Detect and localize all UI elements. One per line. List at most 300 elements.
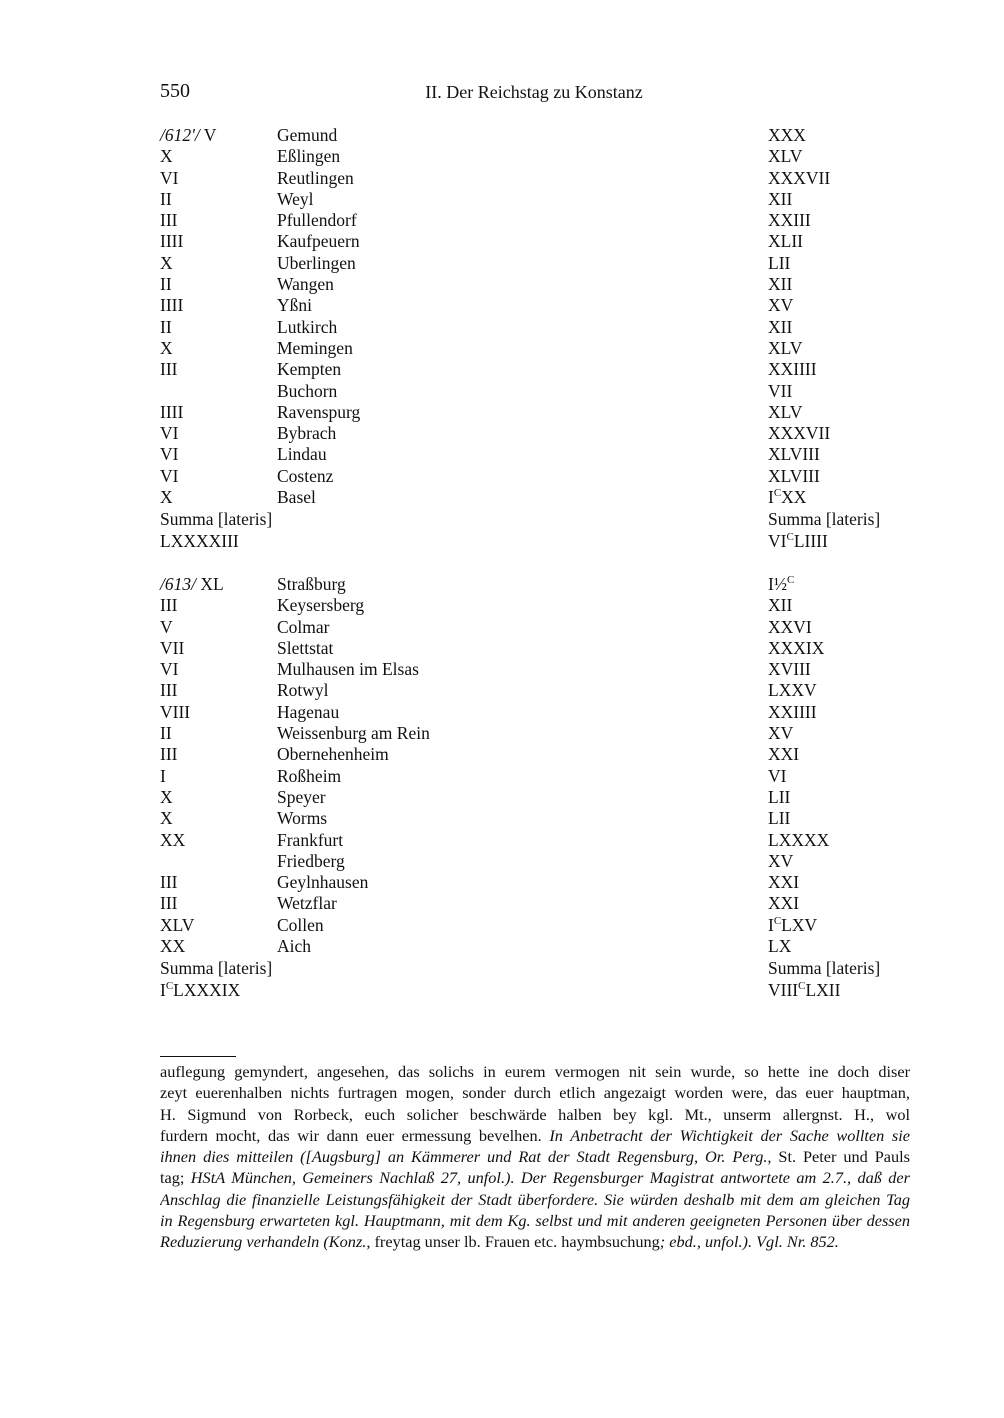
left-value — [160, 338, 173, 359]
city-name: Uberlingen — [277, 252, 356, 273]
city-name: Kaufpeuern — [277, 231, 360, 252]
table-row — [160, 808, 920, 829]
city-name: Basel — [277, 487, 316, 508]
summa-right-rest: LIIII — [793, 530, 828, 551]
left-numeral: IIII — [160, 295, 184, 316]
left-value — [160, 659, 178, 680]
right-numeral — [768, 359, 817, 379]
text: St. Peter und Pauls — [771, 1147, 910, 1167]
table-row — [160, 723, 920, 744]
city-name: Eßlingen — [277, 146, 341, 167]
summa-left-value — [160, 980, 240, 1001]
city-name: Frankfurt — [277, 829, 344, 850]
right-value — [768, 574, 794, 595]
right-numeral — [768, 317, 792, 337]
left-numeral: V — [160, 616, 173, 637]
city-name: Keysersberg — [277, 595, 365, 616]
table-row — [160, 766, 920, 787]
table-row — [160, 381, 920, 402]
right-value — [768, 723, 793, 744]
left-value — [160, 723, 172, 744]
right-value — [768, 487, 806, 508]
right-numeral — [768, 168, 830, 188]
table-row — [160, 851, 920, 872]
left-numeral: XX — [160, 936, 186, 957]
left-value — [160, 146, 173, 167]
right-value — [768, 168, 830, 189]
right-numeral-main: LII — [768, 786, 791, 807]
right-value — [768, 915, 817, 936]
right-value — [768, 231, 803, 252]
city-table-2 — [160, 574, 920, 1001]
right-numeral-main: XII — [768, 188, 793, 209]
superscript: C — [773, 487, 782, 500]
city-name: Weyl — [277, 188, 314, 209]
right-value — [768, 680, 817, 701]
right-numeral-main: VI — [768, 765, 787, 786]
city-name: Slettstat — [277, 637, 334, 658]
city-name: Obernehenheim — [277, 744, 389, 765]
left-value — [160, 295, 183, 316]
city-name: Weissenburg am Rein — [277, 723, 430, 744]
city-name: Geylnhausen — [277, 872, 369, 893]
footnote-line — [160, 1125, 910, 1146]
right-numeral — [768, 936, 791, 956]
left-value — [160, 402, 183, 423]
table-row — [160, 617, 920, 638]
right-value — [768, 872, 799, 893]
left-numeral: V — [203, 125, 217, 145]
right-numeral — [768, 787, 790, 807]
superscript: C — [773, 914, 782, 927]
right-numeral — [768, 744, 799, 764]
right-value — [768, 893, 799, 914]
right-numeral — [768, 402, 802, 422]
folio-reference: /612'/ — [160, 125, 200, 145]
left-numeral: III — [160, 893, 178, 914]
table-row — [160, 125, 920, 146]
left-value — [160, 253, 173, 274]
right-numeral-main: XLII — [768, 231, 803, 252]
city-name: Bybrach — [277, 423, 337, 444]
right-value — [768, 338, 802, 359]
right-numeral-main: XXVI — [768, 616, 812, 637]
superscript: C — [798, 979, 806, 992]
italic-text: ihnen dies mitteilen ([Augsburg] an Kämmerer und Rat der Stadt Regensburg, Or. Perg., — [160, 1147, 772, 1167]
right-value — [768, 787, 790, 808]
right-numeral — [768, 231, 803, 251]
table-row — [160, 210, 920, 231]
left-numeral: XLV — [160, 914, 195, 935]
right-numeral-main: XII — [768, 316, 793, 337]
left-numeral: I — [160, 765, 166, 786]
table-row — [160, 402, 920, 423]
summa-right-label: Summa [lateris] — [768, 509, 881, 530]
right-value — [768, 617, 812, 638]
right-numeral — [768, 274, 792, 294]
left-value — [160, 936, 185, 957]
summa-right-main: VI — [768, 530, 787, 551]
footnote-line — [160, 1210, 910, 1231]
left-value — [160, 702, 190, 723]
right-numeral-main: I½ — [768, 574, 787, 594]
summa-label-row — [160, 958, 920, 979]
left-value — [160, 231, 183, 252]
city-name: Worms — [277, 808, 328, 829]
right-numeral-main: XXIIII — [768, 359, 817, 380]
right-numeral-main: XLV — [768, 337, 803, 358]
left-numeral: III — [160, 595, 178, 616]
summa-left-main: LXXXXIII — [160, 530, 239, 551]
right-value — [768, 359, 817, 380]
right-value — [768, 659, 811, 680]
city-name: Reutlingen — [277, 167, 354, 188]
right-numeral — [768, 702, 817, 722]
footnote-line — [160, 1231, 910, 1252]
footnote-line — [160, 1061, 910, 1082]
italic-text: HStA München, Gemeiners Nachlaß 27, unfol.). Der Regensburger Magistrat antwortete am 2.7., daß der — [190, 1168, 910, 1188]
left-value — [160, 317, 172, 338]
right-numeral — [768, 295, 793, 315]
left-numeral: II — [160, 723, 172, 744]
city-name: Lindau — [277, 444, 327, 465]
right-numeral-main: I — [768, 487, 774, 508]
right-numeral — [768, 125, 806, 145]
right-numeral — [768, 595, 792, 615]
right-numeral-main: VII — [768, 380, 793, 401]
right-numeral — [768, 146, 802, 166]
left-numeral: VI — [160, 167, 179, 188]
right-value — [768, 851, 793, 872]
left-numeral: X — [160, 808, 173, 829]
left-numeral: X — [160, 252, 173, 273]
right-numeral-main: XXI — [768, 744, 800, 765]
left-numeral: VI — [160, 465, 179, 486]
right-numeral-main: XXXVII — [768, 167, 831, 188]
table-row — [160, 680, 920, 701]
right-numeral — [768, 808, 790, 828]
left-numeral: II — [160, 274, 172, 295]
left-numeral: II — [160, 188, 172, 209]
right-value — [768, 744, 799, 765]
city-name: Gemund — [277, 125, 338, 145]
left-value — [160, 808, 173, 829]
table-row — [160, 893, 920, 914]
left-numeral: X — [160, 146, 173, 167]
right-numeral — [768, 423, 830, 443]
superscript: C — [165, 979, 174, 992]
left-value — [160, 680, 177, 701]
city-name: Wetzflar — [277, 893, 337, 914]
left-value — [160, 359, 177, 380]
table-row — [160, 702, 920, 723]
right-numeral — [768, 915, 817, 935]
right-value — [768, 146, 802, 167]
right-numeral — [768, 189, 792, 209]
right-numeral-main: XXI — [768, 893, 800, 914]
summa-right-label: Summa [lateris] — [768, 958, 881, 979]
left-numeral: X — [160, 786, 173, 807]
left-value — [160, 274, 172, 295]
left-numeral: X — [160, 487, 173, 508]
right-value — [768, 638, 824, 659]
city-name: Aich — [277, 936, 312, 957]
left-numeral: III — [160, 744, 178, 765]
left-value — [160, 487, 173, 508]
right-numeral-main: LXXV — [768, 680, 817, 701]
city-name: Memingen — [277, 337, 353, 358]
left-numeral: III — [160, 359, 178, 380]
right-numeral — [768, 659, 811, 679]
right-value — [768, 595, 792, 616]
right-value — [768, 444, 820, 465]
right-numeral — [768, 893, 799, 913]
summa-left-label: Summa [lateris] — [160, 958, 273, 979]
left-numeral: III — [160, 872, 178, 893]
right-value — [768, 381, 792, 402]
table-row — [160, 253, 920, 274]
table-row — [160, 744, 920, 765]
summa-left — [160, 531, 239, 551]
table-row — [160, 146, 920, 167]
right-numeral — [768, 381, 792, 401]
right-numeral-rest: LXV — [781, 914, 818, 935]
right-numeral-main: XII — [768, 274, 793, 295]
footnote-line — [160, 1167, 910, 1188]
left-value — [160, 617, 173, 638]
city-table-1 — [160, 125, 920, 552]
right-numeral-main: XXXVII — [768, 423, 831, 444]
summa-value-row — [160, 980, 920, 1001]
right-value — [768, 189, 792, 210]
city-name: Friedberg — [277, 850, 345, 871]
city-name: Collen — [277, 914, 324, 935]
text: zeyt euerenhalben nichts furtragen mogen, sonder durch etlich angezaigt worden were, das euer hauptman, — [160, 1083, 910, 1103]
right-numeral-main: XVIII — [768, 659, 811, 680]
left-value — [160, 744, 177, 765]
text: auflegung gemyndert, angesehen, das solichs in eurem vermogen nit sein wurde, so hette ine doch diser — [160, 1062, 910, 1081]
city-name: Buchorn — [277, 380, 338, 401]
right-value — [768, 402, 802, 423]
summa-left-main: I — [160, 979, 166, 1000]
text: furdern mocht, das wir dann euer ermessung bevelhen. — [160, 1125, 550, 1145]
table-row — [160, 872, 920, 893]
superscript: C — [786, 574, 795, 586]
left-value — [160, 210, 177, 231]
right-value — [768, 766, 786, 787]
right-value — [768, 808, 790, 829]
right-value — [768, 702, 817, 723]
right-numeral — [768, 466, 820, 486]
left-numeral: II — [160, 316, 172, 337]
left-numeral: VI — [160, 423, 179, 444]
left-numeral: III — [160, 680, 178, 701]
left-value — [160, 830, 185, 851]
right-numeral-main: LII — [768, 252, 791, 273]
right-numeral — [768, 444, 820, 464]
page-number: 550 — [160, 80, 190, 102]
right-numeral-main: XV — [768, 295, 794, 316]
summa-label-row — [160, 509, 920, 530]
table-row — [160, 466, 920, 487]
right-numeral — [768, 723, 793, 743]
left-numeral: VI — [160, 444, 179, 465]
table-row — [160, 444, 920, 465]
left-value — [160, 444, 178, 465]
left-numeral: XL — [200, 574, 224, 594]
left-numeral: IIII — [160, 231, 184, 252]
table-row — [160, 168, 920, 189]
right-value — [768, 295, 793, 316]
summa-right-main: VIII — [768, 979, 799, 1000]
left-value — [160, 189, 172, 210]
left-numeral: III — [160, 210, 178, 231]
left-value — [160, 595, 177, 616]
footnote-line — [160, 1146, 910, 1167]
left-value — [160, 766, 166, 787]
right-numeral-main: I — [768, 914, 774, 935]
summa-left — [160, 980, 240, 1000]
text: H. Sigmund von Rorbeck, euch solicher beschwärde halben bey kgl. Mt., unserm allergnst. H., wol — [160, 1104, 910, 1124]
summa-right — [768, 531, 828, 551]
italic-text: ; ebd., unfol.). Vgl. Nr. 852. — [659, 1232, 839, 1252]
table-row — [160, 189, 920, 210]
summa-right-value — [768, 531, 828, 552]
table-row — [160, 574, 920, 595]
city-name: Kempten — [277, 359, 342, 380]
right-numeral-main: XXI — [768, 872, 800, 893]
footnote — [160, 1061, 910, 1253]
right-value — [768, 210, 811, 231]
right-numeral-main: XXIIII — [768, 701, 817, 722]
table-row — [160, 638, 920, 659]
table-row — [160, 830, 920, 851]
footnote-line — [160, 1082, 910, 1103]
superscript: C — [786, 530, 794, 543]
table-row — [160, 231, 920, 252]
right-numeral — [768, 574, 794, 594]
left-value — [160, 168, 178, 189]
right-value — [768, 274, 792, 295]
running-title: II. Der Reichstag zu Konstanz — [425, 82, 643, 102]
right-numeral-main: XLVIII — [768, 465, 820, 486]
table-row — [160, 274, 920, 295]
city-name: Colmar — [277, 616, 330, 637]
italic-text: Reduzierung verhandeln (Konz., — [160, 1232, 371, 1252]
city-name: Straßburg — [277, 574, 346, 594]
footnote-line — [160, 1189, 910, 1210]
right-value — [768, 253, 790, 274]
left-numeral: VIII — [160, 701, 191, 722]
city-name: Rotwyl — [277, 680, 329, 701]
summa-right — [768, 980, 840, 1000]
right-numeral-main: LII — [768, 808, 791, 829]
right-numeral — [768, 253, 790, 273]
right-numeral — [768, 830, 829, 850]
left-numeral: X — [160, 337, 173, 358]
summa-value-row — [160, 531, 920, 552]
left-value — [160, 423, 178, 444]
right-value — [768, 423, 830, 444]
city-name: Yßni — [277, 295, 312, 316]
right-value — [768, 125, 806, 146]
italic-text: Anschlag die finanzielle Leistungsfähigkeit der Stadt überfordere. Sie würden deshalb mit dem am gleichen Tag — [160, 1189, 910, 1209]
right-numeral-main: XV — [768, 850, 794, 871]
right-numeral-main: XXXIX — [768, 637, 825, 658]
right-numeral — [768, 210, 811, 230]
table-row — [160, 487, 920, 508]
right-numeral-main: XLV — [768, 401, 803, 422]
left-value — [160, 574, 224, 595]
left-value — [160, 466, 178, 487]
table-row — [160, 295, 920, 316]
city-name: Wangen — [277, 274, 334, 295]
city-name: Costenz — [277, 465, 334, 486]
right-value — [768, 466, 820, 487]
city-name: Ravenspurg — [277, 401, 361, 422]
right-numeral — [768, 680, 817, 700]
left-value — [160, 872, 177, 893]
footnote-line — [160, 1104, 910, 1125]
left-value — [160, 787, 173, 808]
summa-left-label: Summa [lateris] — [160, 509, 273, 530]
table-row — [160, 936, 920, 957]
summa-left-rest: LXXXIX — [173, 979, 241, 1000]
italic-text: in Regensburg erwarteten kgl. Hauptmann, mit dem Kg. selbst und mit anderen geeigneten Personen über dessen — [160, 1211, 910, 1231]
city-name: Lutkirch — [277, 316, 338, 337]
left-numeral: VII — [160, 637, 185, 658]
text: tag; — [160, 1168, 191, 1188]
left-value — [160, 915, 194, 936]
right-numeral — [768, 487, 806, 507]
left-numeral: XX — [160, 829, 186, 850]
table-row — [160, 317, 920, 338]
table-row — [160, 787, 920, 808]
table-row — [160, 359, 920, 380]
footnote-rule — [160, 1056, 236, 1057]
italic-text: In Anbetracht der Wichtigkeit der Sache wollten sie — [549, 1125, 910, 1145]
left-value — [160, 638, 184, 659]
city-name: Mulhausen im Elsas — [277, 659, 419, 680]
right-numeral-main: XLV — [768, 146, 803, 167]
summa-right-rest: LXII — [805, 979, 841, 1000]
left-value — [160, 125, 216, 146]
left-numeral: IIII — [160, 401, 184, 422]
right-value — [768, 317, 792, 338]
table-row — [160, 338, 920, 359]
right-numeral — [768, 617, 812, 637]
right-value — [768, 936, 791, 957]
city-name: Hagenau — [277, 701, 340, 722]
summa-left-value — [160, 531, 239, 552]
folio-reference: /613/ — [160, 574, 196, 594]
city-name: Roßheim — [277, 765, 342, 786]
right-numeral-main: LXXXX — [768, 829, 830, 850]
right-numeral — [768, 766, 786, 786]
right-numeral-main: XLVIII — [768, 444, 820, 465]
left-numeral: VI — [160, 659, 179, 680]
right-numeral — [768, 851, 793, 871]
right-numeral — [768, 338, 802, 358]
city-name: Pfullendorf — [277, 210, 357, 231]
left-value — [160, 893, 177, 914]
table-row — [160, 915, 920, 936]
table-row — [160, 595, 920, 616]
table-row — [160, 423, 920, 444]
right-numeral-main: LX — [768, 936, 792, 957]
right-numeral — [768, 638, 824, 658]
city-name: Speyer — [277, 786, 326, 807]
